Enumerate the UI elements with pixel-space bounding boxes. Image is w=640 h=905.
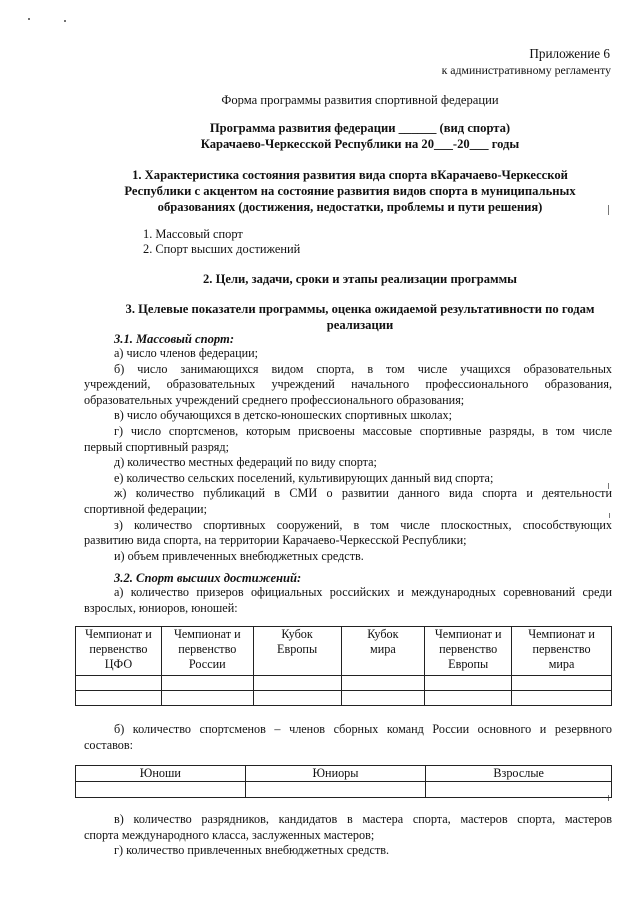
table-header-cell: Чемпионат и первенство России <box>161 627 253 676</box>
program-title <box>100 120 620 152</box>
list-item: д) количество местных федераций по виду спорта; <box>114 455 377 470</box>
table-cell <box>245 782 426 798</box>
table-cell <box>341 676 425 691</box>
national-team-table <box>75 765 612 798</box>
scan-speck <box>64 20 66 22</box>
medalists-table <box>75 626 612 706</box>
table-header-cell: Взрослые <box>426 766 612 782</box>
section1-list <box>143 227 443 257</box>
section3-heading-line: 3. Целевые показатели программы, оценка ожидаемой результативности по годам <box>125 302 595 316</box>
subsection-31-body <box>84 346 612 564</box>
list-item: г) количество привлеченных внебюджетных средств. <box>114 843 390 858</box>
list-item: 1. Массовый спорт <box>143 227 243 241</box>
table-header-cell: Кубок Европы <box>253 627 341 676</box>
table-cell <box>76 676 162 691</box>
list-item: б) число занимающихся видом спорта, в том числе учащихся образовательных <box>114 361 612 376</box>
table-cell <box>253 676 341 691</box>
table-cell <box>512 676 612 691</box>
list-item: первый спортивный разряд; <box>84 439 229 454</box>
section1-heading-line: образованиях (достижения, недостатки, проблемы и пути решения) <box>157 200 543 214</box>
table-cell <box>76 691 162 706</box>
table-header-cell: Чемпионат и первенство Европы <box>425 627 512 676</box>
section1-heading-line: 1. Характеристика состояния развития вида спорта вКарачаево-Черкесской <box>132 168 568 182</box>
table-row <box>76 691 612 706</box>
program-title-line: Карачаево-Черкесской Республики на 20___-20___ годы <box>200 137 520 151</box>
list-item: взрослых, юниоров, юношей: <box>84 600 238 615</box>
list-item: спорта международного класса, заслуженных мастеров; <box>84 827 375 842</box>
subsection-32-title: 3.2. Спорт высших достижений: <box>114 571 302 585</box>
table-header-cell: Чемпионат и первенство мира <box>512 627 612 676</box>
subsection-32-vg <box>84 812 612 859</box>
section1-heading <box>70 167 630 215</box>
scan-speck <box>28 18 30 20</box>
list-item: 2. Спорт высших достижений <box>143 242 301 256</box>
list-item: и) объем привлеченных внебюджетных средств. <box>114 548 364 563</box>
table-row <box>76 782 612 798</box>
table-header-cell: Юниоры <box>245 766 426 782</box>
table-cell <box>425 676 512 691</box>
section3-heading <box>80 301 640 333</box>
table-cell <box>512 691 612 706</box>
subsection-32-intro <box>84 585 612 616</box>
list-item: составов: <box>84 737 134 752</box>
list-item: б) количество спортсменов – членов сборных команд России основного и резервного <box>114 722 612 736</box>
regulation-label: к административному регламенту <box>441 63 611 77</box>
list-item: спортивной федерации; <box>84 501 207 516</box>
list-item: ж) количество публикаций в СМИ о развитии данного вида спорта и деятельности <box>114 486 612 501</box>
table-cell <box>161 676 253 691</box>
list-item: образовательных учреждений среднего профессионального образования; <box>84 392 465 407</box>
list-item: учреждений, образовательных учреждений начального профессионального образования, <box>84 377 612 392</box>
table-header-cell: Кубок мира <box>341 627 425 676</box>
list-item: з) количество спортивных сооружений, в том числе плоскостных, способствующих <box>114 517 612 532</box>
table-cell <box>76 782 246 798</box>
subsection-32-b <box>84 722 612 753</box>
list-item: г) число спортсменов, которым присвоены массовые спортивные разряды, в том числе <box>114 423 612 438</box>
table-cell <box>341 691 425 706</box>
table-header-row <box>76 766 612 782</box>
program-title-line: Программа развития федерации ______ (вид спорта) <box>209 121 511 135</box>
section3-heading-line: реализации <box>326 318 394 332</box>
table-cell <box>426 782 612 798</box>
table-cell <box>161 691 253 706</box>
list-item: развитию вида спорта, на территории Карачаево-Черкесской Республики; <box>84 533 467 548</box>
list-item: в) число обучающихся в детско-юношеских спортивных школах; <box>114 408 452 423</box>
table-row <box>76 676 612 691</box>
list-item: в) количество разрядников, кандидатов в мастера спорта, мастеров спорта, мастеров <box>114 812 612 826</box>
list-item: а) количество призеров официальных российских и международных соревнований среди <box>114 585 612 599</box>
table-cell <box>425 691 512 706</box>
section2-heading: 2. Цели, задачи, сроки и этапы реализации программы <box>202 272 518 286</box>
table-header-cell: Юноши <box>76 766 246 782</box>
subsection-31-title: 3.1. Массовый спорт: <box>114 332 235 346</box>
list-item: а) число членов федерации; <box>114 346 259 360</box>
appendix-label: Приложение 6 <box>529 46 610 61</box>
table-header-cell: Чемпионат и первенство ЦФО <box>76 627 162 676</box>
form-title: Форма программы развития спортивной федерации <box>221 93 499 107</box>
section1-heading-line: Республики с акцентом на состояние развития видов спорта в муниципальных <box>124 184 576 198</box>
table-cell <box>253 691 341 706</box>
table-header-row <box>76 627 612 676</box>
list-item: е) количество сельских поселений, культивирующих данный вид спорта; <box>114 470 494 485</box>
